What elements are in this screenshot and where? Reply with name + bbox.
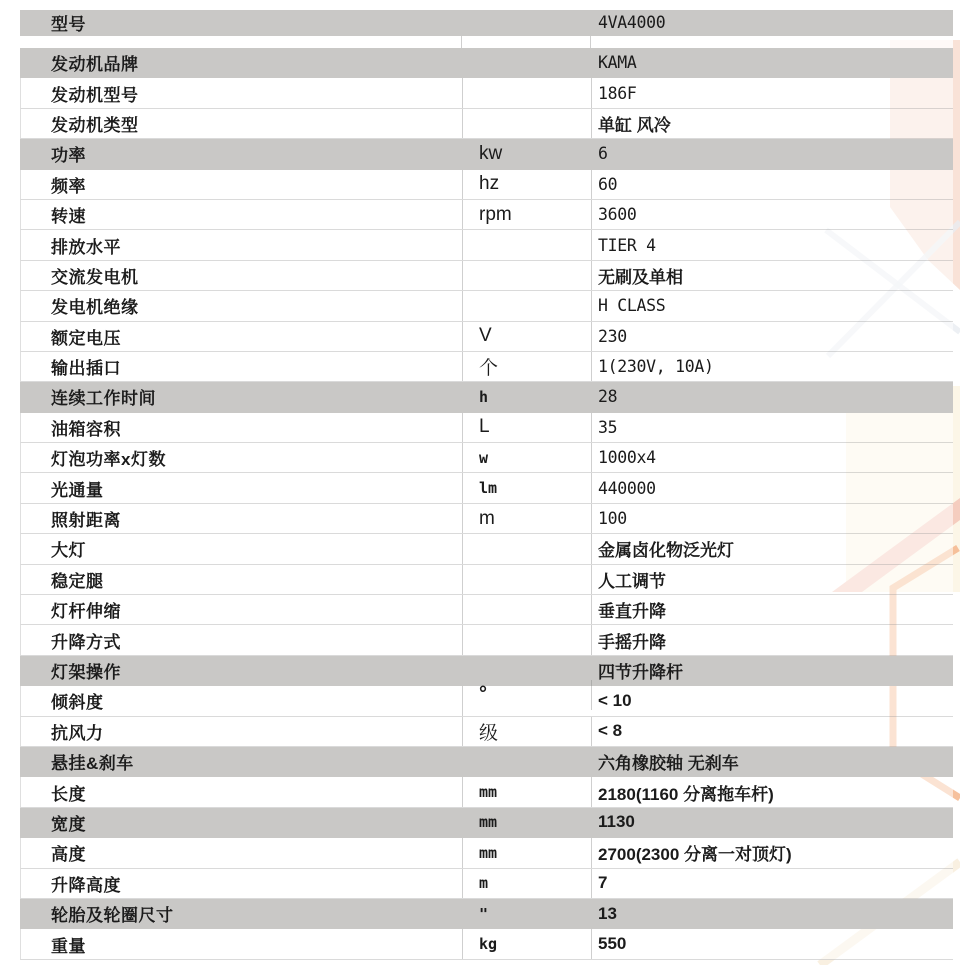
- spec-value-cell: 1(230V, 10A): [598, 357, 714, 377]
- table-row: [20, 413, 953, 443]
- spec-value-cell: H CLASS: [598, 296, 666, 316]
- spec-value-cell: 3600: [598, 205, 637, 225]
- spec-unit-cell: L: [463, 413, 592, 442]
- spec-value-cell: 7: [598, 873, 608, 893]
- spec-label-cell: 型号: [51, 15, 86, 34]
- spec-unit-cell: [463, 10, 592, 35]
- table-row: [20, 78, 953, 108]
- spec-label-cell: 发动机品牌: [51, 55, 139, 75]
- table-row: [20, 899, 953, 929]
- spec-label-cell: 大灯: [21, 534, 463, 563]
- spec-table: [20, 10, 953, 960]
- spec-label-cell: 高度: [21, 838, 463, 867]
- spec-value-cell: TIER 4: [598, 235, 656, 255]
- table-row: [20, 717, 953, 747]
- spec-label-cell: 交流发电机: [21, 261, 463, 290]
- spec-unit-cell: [463, 48, 592, 77]
- table-row: [20, 504, 953, 534]
- table-row: [20, 10, 953, 36]
- spec-label-cell: 发动机类型: [21, 109, 463, 138]
- table-row: [20, 48, 953, 78]
- spec-unit-cell: rpm: [463, 200, 592, 229]
- spec-value-cell: 金属卤化物泛光灯: [598, 541, 734, 561]
- spec-label-cell: 灯杆伸缩: [21, 595, 463, 624]
- spec-unit-cell: h: [479, 387, 489, 406]
- spec-unit-cell: [463, 291, 592, 320]
- spec-value-cell: 2700(2300 分离一对顶灯): [598, 845, 792, 865]
- table-row: [20, 443, 953, 473]
- spec-label-cell: 转速: [21, 200, 463, 229]
- spec-value-cell: 无刷及单相: [598, 267, 683, 287]
- spec-label-cell: 照射距离: [21, 504, 463, 533]
- spec-label-cell: 升降高度: [21, 869, 463, 898]
- table-row: [20, 382, 953, 412]
- spec-label-cell: 输出插口: [21, 352, 463, 381]
- spec-value-cell: 230: [598, 326, 627, 346]
- spec-label-cell: 油箱容积: [21, 413, 463, 442]
- table-row: [20, 261, 953, 291]
- spec-value-cell: KAMA: [598, 53, 637, 73]
- spec-value-cell: 六角橡胶轴 无刹车: [598, 754, 739, 774]
- spec-value-cell: 1130: [598, 812, 635, 832]
- row-gap: [20, 36, 953, 48]
- spec-label-cell: 功率: [51, 146, 86, 166]
- spec-unit-cell: °: [463, 680, 592, 709]
- spec-label-cell: 灯架操作: [51, 663, 121, 682]
- table-row: [20, 473, 953, 503]
- spec-unit-cell: [463, 534, 592, 563]
- table-row: [20, 170, 953, 200]
- spec-label-cell: 额定电压: [21, 322, 463, 351]
- table-row: [20, 838, 953, 868]
- spec-unit-cell: lm: [463, 473, 592, 502]
- spec-label-cell: 长度: [21, 777, 463, 806]
- spec-unit-cell: [463, 625, 592, 654]
- spec-value-cell: 28: [598, 387, 618, 407]
- spec-unit-cell: w: [463, 443, 592, 472]
- spec-value-cell: 1000x4: [598, 448, 656, 468]
- spec-unit-cell: [463, 109, 592, 138]
- spec-value-cell: 186F: [598, 83, 637, 103]
- table-row: [20, 200, 953, 230]
- table-row: [20, 929, 953, 959]
- spec-unit-cell: kw: [479, 142, 503, 164]
- table-row: [20, 747, 953, 777]
- spec-unit-cell: [463, 78, 592, 107]
- spec-label-cell: 轮胎及轮圈尺寸: [51, 906, 174, 926]
- table-row: [20, 565, 953, 595]
- table-row: [20, 109, 953, 139]
- spec-unit-cell: hz: [463, 170, 592, 199]
- spec-value-cell: 35: [598, 417, 618, 437]
- table-row: [20, 625, 953, 655]
- spec-unit-cell: mm: [463, 838, 592, 867]
- spec-label-cell: 发电机绝缘: [21, 291, 463, 320]
- spec-label-cell: 频率: [21, 170, 463, 199]
- table-row: [20, 808, 953, 838]
- spec-label-cell: 连续工作时间: [51, 389, 156, 409]
- spec-unit-cell: mm: [463, 777, 592, 806]
- table-row: [20, 352, 953, 382]
- table-row: [20, 322, 953, 352]
- spec-unit-cell: ": [479, 904, 489, 923]
- spec-unit-cell: [463, 261, 592, 290]
- spec-unit-cell: mm: [479, 813, 498, 832]
- spec-unit-cell: m: [463, 504, 592, 533]
- spec-unit-cell: V: [463, 322, 592, 351]
- spec-value-cell: 440000: [598, 478, 656, 498]
- spec-unit-cell: 个: [463, 352, 592, 381]
- spec-label-cell: 倾斜度: [21, 686, 463, 715]
- spec-label-cell: 抗风力: [21, 717, 463, 746]
- spec-unit-cell: [463, 747, 592, 776]
- spec-label-cell: 升降方式: [21, 625, 463, 654]
- spec-value-cell: < 8: [598, 721, 623, 741]
- spec-value-cell: 550: [598, 934, 627, 954]
- spec-unit-cell: m: [463, 869, 592, 898]
- spec-label-cell: 光通量: [21, 473, 463, 502]
- spec-label-cell: 悬挂&刹车: [51, 754, 134, 774]
- spec-label-cell: 发动机型号: [21, 78, 463, 107]
- spec-label-cell: 灯泡功率x灯数: [21, 443, 463, 472]
- spec-value-cell: < 10: [598, 690, 632, 710]
- spec-unit-cell: [463, 595, 592, 624]
- spec-value-cell: 13: [598, 903, 617, 923]
- spec-value-cell: 100: [598, 509, 627, 529]
- row-gap-cell: [20, 36, 462, 48]
- table-row: [20, 230, 953, 260]
- spec-value-cell: 人工调节: [598, 571, 666, 591]
- table-row: [20, 683, 953, 716]
- spec-unit-cell: 级: [463, 717, 592, 746]
- spec-value-cell: 手摇升降: [598, 632, 666, 652]
- table-row: [20, 534, 953, 564]
- spec-unit-cell: [463, 565, 592, 594]
- row-gap-cell: [591, 36, 953, 48]
- spec-value-cell: 四节升降杆: [598, 663, 683, 682]
- spec-label-cell: 稳定腿: [21, 565, 463, 594]
- spec-value-cell: 4VA4000: [598, 13, 666, 32]
- spec-label-cell: 重量: [21, 929, 463, 958]
- spec-value-cell: 60: [598, 174, 618, 194]
- spec-value-cell: 6: [598, 144, 608, 164]
- spec-label-cell: 排放水平: [21, 230, 463, 259]
- spec-value-cell: 2180(1160 分离拖车杆): [598, 784, 774, 804]
- spec-unit-cell: kg: [463, 929, 592, 958]
- spec-label-cell: 宽度: [51, 814, 86, 834]
- table-row: [20, 291, 953, 321]
- table-row: [20, 777, 953, 807]
- spec-unit-cell: [463, 230, 592, 259]
- table-row: [20, 595, 953, 625]
- spec-value-cell: 单缸 风冷: [598, 115, 671, 135]
- table-row: [20, 139, 953, 169]
- spec-value-cell: 垂直升降: [598, 602, 666, 622]
- table-row: [20, 869, 953, 899]
- row-gap-cell: [462, 36, 591, 48]
